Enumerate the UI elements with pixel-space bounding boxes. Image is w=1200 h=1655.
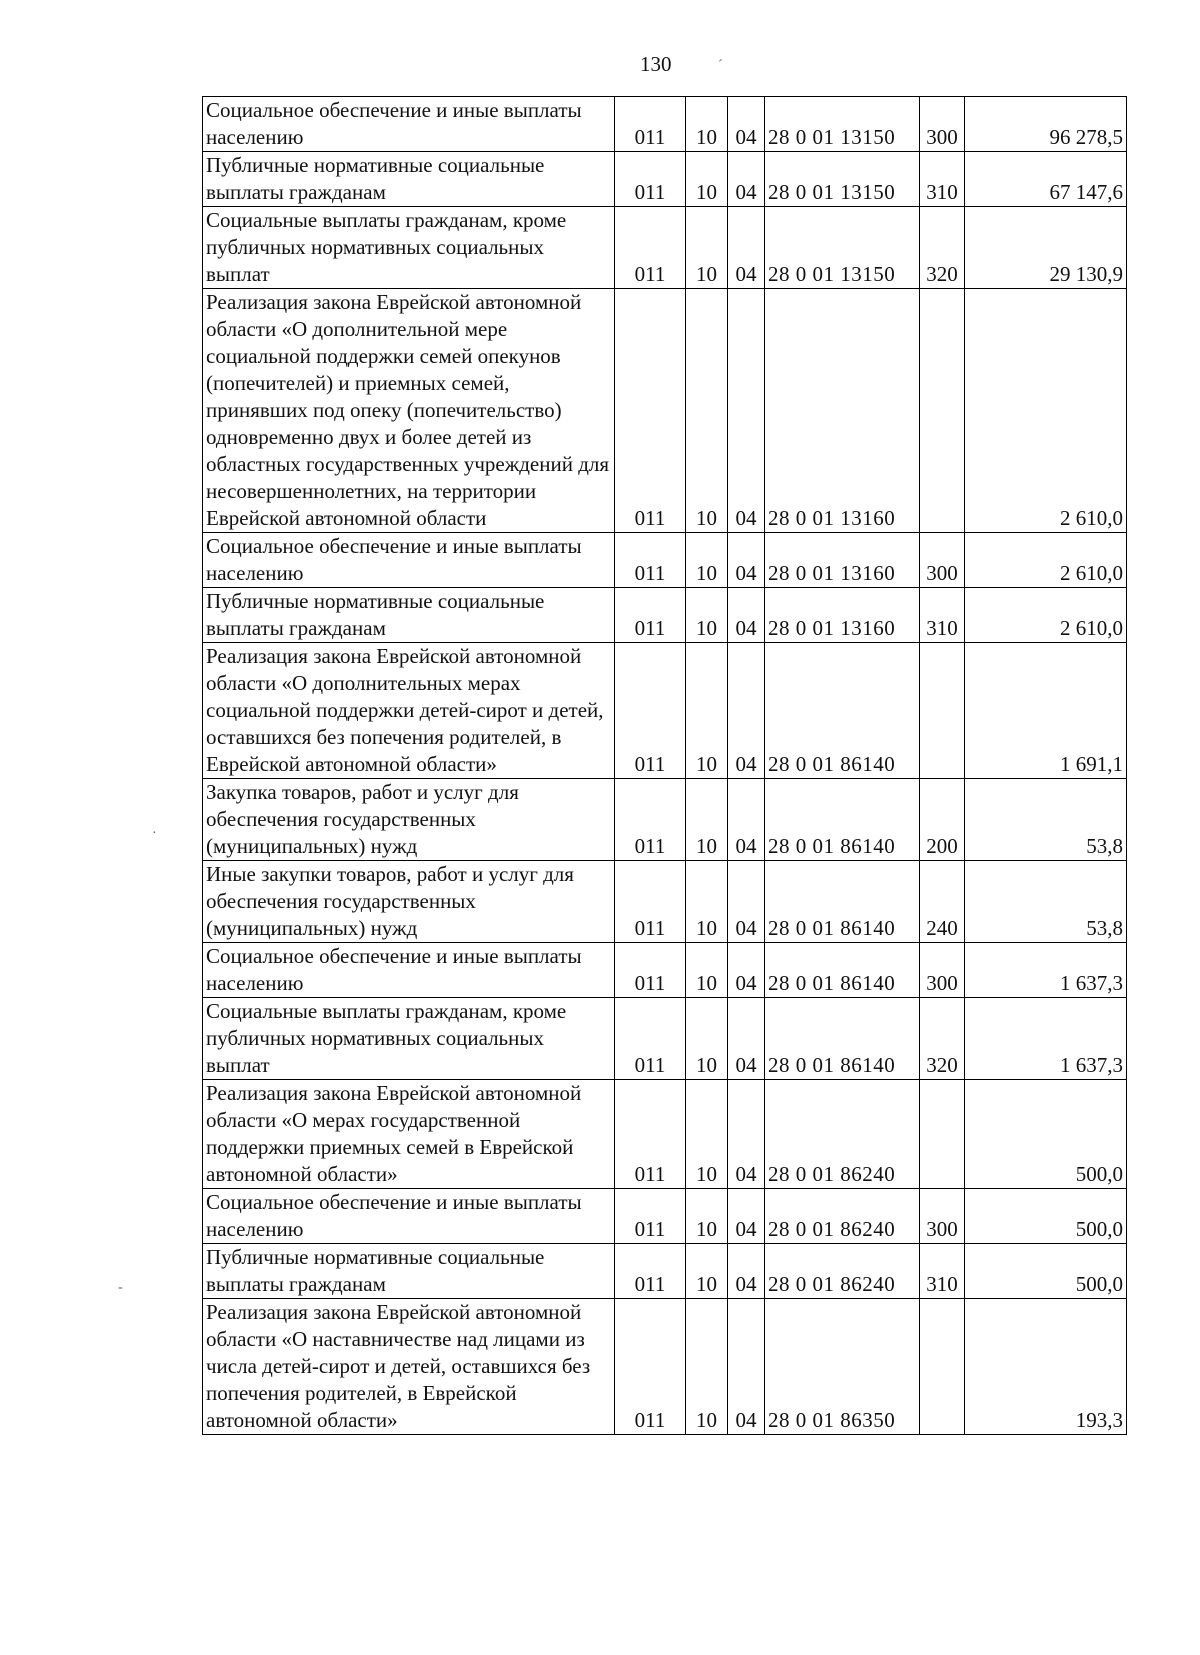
subsection-code: 04	[728, 533, 765, 588]
expense-type-code: 300	[920, 943, 965, 998]
section-code: 10	[686, 861, 728, 943]
target-article-code: 28 0 01 86240	[765, 1080, 920, 1189]
target-article-code: 28 0 01 86140	[765, 643, 920, 779]
budget-table	[202, 96, 1127, 1435]
subsection-code: 04	[728, 1189, 765, 1244]
table-row	[203, 779, 1127, 861]
table-row	[203, 643, 1127, 779]
table-row	[203, 207, 1127, 289]
ministry-code: 011	[615, 533, 686, 588]
subsection-code: 04	[728, 289, 765, 533]
expense-type-code: 300	[920, 1189, 965, 1244]
section-code: 10	[686, 998, 728, 1080]
expense-type-code: 200	[920, 779, 965, 861]
section-code: 10	[686, 97, 728, 152]
row-name: Реализация закона Еврейской автономной области «О мерах государственной поддержки приемных семей в Еврейской автономной области»	[203, 1080, 615, 1189]
ministry-code: 011	[615, 779, 686, 861]
target-article-code: 28 0 01 13150	[765, 207, 920, 289]
subsection-code: 04	[728, 998, 765, 1080]
table-row	[203, 1244, 1127, 1299]
row-name: Социальное обеспечение и иные выплаты населению	[203, 97, 615, 152]
table-row	[203, 97, 1127, 152]
subsection-code: 04	[728, 779, 765, 861]
subsection-code: 04	[728, 588, 765, 643]
target-article-code: 28 0 01 13150	[765, 97, 920, 152]
amount-value: 29 130,9	[965, 207, 1127, 289]
row-name: Социальное обеспечение и иные выплаты населению	[203, 943, 615, 998]
table-row	[203, 998, 1127, 1080]
ministry-code: 011	[615, 152, 686, 207]
ministry-code: 011	[615, 943, 686, 998]
section-code: 10	[686, 152, 728, 207]
target-article-code: 28 0 01 13160	[765, 289, 920, 533]
subsection-code: 04	[728, 643, 765, 779]
expense-type-code: 240	[920, 861, 965, 943]
target-article-code: 28 0 01 13160	[765, 588, 920, 643]
section-code: 10	[686, 1080, 728, 1189]
expense-type-code	[920, 1080, 965, 1189]
subsection-code: 04	[728, 943, 765, 998]
target-article-code: 28 0 01 86140	[765, 998, 920, 1080]
row-name: Публичные нормативные социальные выплаты гражданам	[203, 588, 615, 643]
expense-type-code	[920, 1299, 965, 1435]
row-name: Реализация закона Еврейской автономной области «О наставничестве над лицами из числа детей-сирот и детей, оставшихся без попечения родителей, в Еврейской автономной области»	[203, 1299, 615, 1435]
expense-type-code	[920, 289, 965, 533]
amount-value: 53,8	[965, 861, 1127, 943]
target-article-code: 28 0 01 86350	[765, 1299, 920, 1435]
ministry-code: 011	[615, 588, 686, 643]
section-code: 10	[686, 1189, 728, 1244]
row-name: Социальные выплаты гражданам, кроме публичных нормативных социальных выплат	[203, 998, 615, 1080]
table-row	[203, 943, 1127, 998]
expense-type-code: 310	[920, 152, 965, 207]
target-article-code: 28 0 01 13150	[765, 152, 920, 207]
amount-value: 2 610,0	[965, 533, 1127, 588]
expense-type-code: 310	[920, 1244, 965, 1299]
row-name: Социальное обеспечение и иные выплаты населению	[203, 1189, 615, 1244]
table-row	[203, 289, 1127, 533]
section-code: 10	[686, 533, 728, 588]
amount-value: 53,8	[965, 779, 1127, 861]
subsection-code: 04	[728, 97, 765, 152]
amount-value: 193,3	[965, 1299, 1127, 1435]
ministry-code: 011	[615, 1299, 686, 1435]
ministry-code: 011	[615, 998, 686, 1080]
amount-value: 1 637,3	[965, 943, 1127, 998]
row-name: Реализация закона Еврейской автономной области «О дополнительной мере социальной поддержки семей опекунов (попечителей) и приемных семей, принявших под опеку (попечительство) одновременно двух и более детей из областных государственных учреждений для несовершеннолетних, на территории Еврейской автономной области	[203, 289, 615, 533]
expense-type-code	[920, 643, 965, 779]
amount-value: 2 610,0	[965, 588, 1127, 643]
section-code: 10	[686, 588, 728, 643]
subsection-code: 04	[728, 152, 765, 207]
row-name: Закупка товаров, работ и услуг для обеспечения государственных (муниципальных) нужд	[203, 779, 615, 861]
ministry-code: 011	[615, 1189, 686, 1244]
section-code: 10	[686, 1299, 728, 1435]
table-row	[203, 152, 1127, 207]
expense-type-code: 310	[920, 588, 965, 643]
ministry-code: 011	[615, 861, 686, 943]
row-name: Публичные нормативные социальные выплаты гражданам	[203, 152, 615, 207]
scan-speck: ´	[718, 58, 723, 73]
target-article-code: 28 0 01 86140	[765, 861, 920, 943]
subsection-code: 04	[728, 1244, 765, 1299]
row-name: Социальное обеспечение и иные выплаты населению	[203, 533, 615, 588]
expense-type-code: 300	[920, 533, 965, 588]
target-article-code: 28 0 01 86140	[765, 779, 920, 861]
table-body	[203, 97, 1127, 1435]
section-code: 10	[686, 1244, 728, 1299]
ministry-code: 011	[615, 1080, 686, 1189]
amount-value: 500,0	[965, 1080, 1127, 1189]
amount-value: 96 278,5	[965, 97, 1127, 152]
target-article-code: 28 0 01 86140	[765, 943, 920, 998]
section-code: 10	[686, 207, 728, 289]
page-number: 130	[640, 52, 672, 76]
table-row	[203, 533, 1127, 588]
table-row	[203, 588, 1127, 643]
amount-value: 500,0	[965, 1244, 1127, 1299]
scan-speck: ·	[152, 826, 157, 841]
amount-value: 2 610,0	[965, 289, 1127, 533]
ministry-code: 011	[615, 1244, 686, 1299]
subsection-code: 04	[728, 207, 765, 289]
table-row	[203, 861, 1127, 943]
scan-speck: -	[118, 1280, 123, 1295]
table-row	[203, 1080, 1127, 1189]
section-code: 10	[686, 779, 728, 861]
subsection-code: 04	[728, 1299, 765, 1435]
amount-value: 1 637,3	[965, 998, 1127, 1080]
amount-value: 67 147,6	[965, 152, 1127, 207]
expense-type-code: 320	[920, 998, 965, 1080]
section-code: 10	[686, 643, 728, 779]
row-name: Иные закупки товаров, работ и услуг для обеспечения государственных (муниципальных) нужд	[203, 861, 615, 943]
amount-value: 500,0	[965, 1189, 1127, 1244]
ministry-code: 011	[615, 207, 686, 289]
target-article-code: 28 0 01 86240	[765, 1244, 920, 1299]
expense-type-code: 320	[920, 207, 965, 289]
subsection-code: 04	[728, 1080, 765, 1189]
target-article-code: 28 0 01 13160	[765, 533, 920, 588]
target-article-code: 28 0 01 86240	[765, 1189, 920, 1244]
section-code: 10	[686, 289, 728, 533]
subsection-code: 04	[728, 861, 765, 943]
ministry-code: 011	[615, 97, 686, 152]
ministry-code: 011	[615, 643, 686, 779]
row-name: Публичные нормативные социальные выплаты гражданам	[203, 1244, 615, 1299]
table-row	[203, 1189, 1127, 1244]
table-row	[203, 1299, 1127, 1435]
expense-type-code: 300	[920, 97, 965, 152]
amount-value: 1 691,1	[965, 643, 1127, 779]
ministry-code: 011	[615, 289, 686, 533]
row-name: Социальные выплаты гражданам, кроме публичных нормативных социальных выплат	[203, 207, 615, 289]
row-name: Реализация закона Еврейской автономной области «О дополнительных мерах социальной поддержки детей-сирот и детей, оставшихся без попечения родителей, в Еврейской автономной области»	[203, 643, 615, 779]
section-code: 10	[686, 943, 728, 998]
